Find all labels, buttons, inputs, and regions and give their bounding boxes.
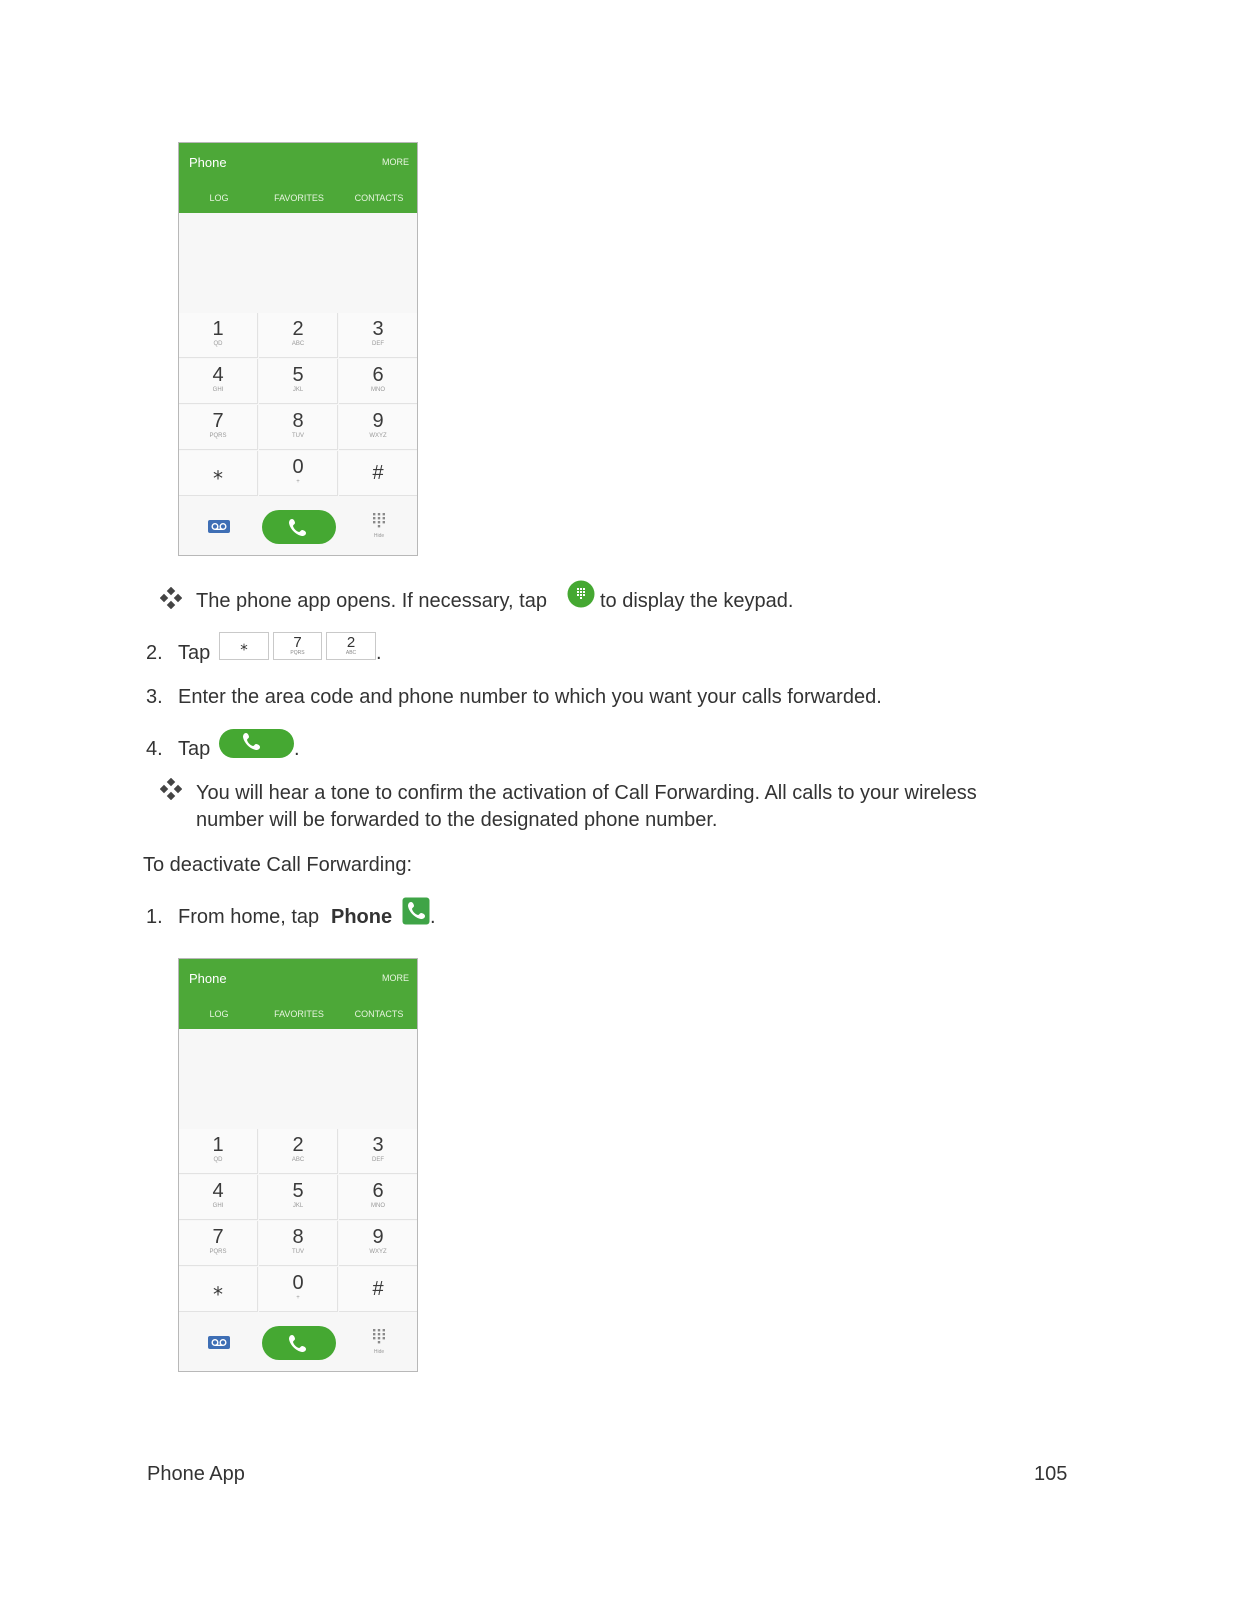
key-letters: MNO — [371, 387, 385, 393]
deactivate-heading: To deactivate Call Forwarding: — [143, 854, 413, 876]
bullet-diamond-icon — [160, 778, 182, 800]
key-digit: 4 — [212, 364, 224, 386]
step4-number: 4. — [146, 738, 163, 760]
voicemail-icon[interactable] — [208, 520, 230, 533]
key-digit: ⁎ — [213, 462, 223, 484]
key-9[interactable] — [339, 1221, 418, 1266]
key-9[interactable] — [339, 405, 418, 450]
tab-contacts[interactable]: CONTACTS — [354, 1009, 404, 1019]
key-letters: JKL — [292, 1203, 304, 1209]
step1-text: From home, tap — [178, 906, 320, 928]
step1-number: 1. — [146, 906, 163, 928]
key-digit: # — [372, 1278, 384, 1300]
key-digit: 7 — [212, 410, 224, 432]
key-3[interactable] — [339, 313, 418, 358]
keypad-button-icon — [567, 580, 595, 608]
key-7[interactable] — [179, 405, 258, 450]
key-4[interactable] — [179, 359, 258, 404]
key-digit: 0 — [292, 456, 304, 478]
key-5[interactable] — [259, 359, 338, 404]
step1-period: . — [430, 906, 436, 928]
key-2[interactable] — [259, 1129, 338, 1174]
key-star[interactable] — [179, 451, 258, 496]
inline-key-2 — [326, 632, 376, 660]
inline-call-button-icon — [219, 729, 294, 758]
key-letters: GHI — [212, 387, 224, 393]
key-letters: PQRS — [290, 650, 305, 656]
phone-action-bar — [179, 498, 417, 556]
tab-favorites[interactable]: FAVORITES — [274, 193, 324, 203]
key-4[interactable] — [179, 1175, 258, 1220]
key-letters: DEF — [372, 341, 384, 347]
tab-contacts[interactable]: CONTACTS — [354, 193, 404, 203]
key-5[interactable] — [259, 1175, 338, 1220]
tab-favorites[interactable]: FAVORITES — [274, 1009, 324, 1019]
tab-log[interactable]: LOG — [209, 1009, 229, 1019]
key-letters: GHI — [212, 1203, 224, 1209]
phone-app-icon — [402, 897, 430, 925]
bullet-diamond-icon — [160, 587, 182, 609]
key-star[interactable] — [179, 1267, 258, 1312]
phone-title: Phone — [189, 971, 227, 986]
key-digit: 2 — [346, 634, 356, 651]
key-letters: WXYZ — [369, 1249, 387, 1255]
key-digit: 9 — [372, 410, 384, 432]
key-letters: JKL — [292, 387, 304, 393]
key-7[interactable] — [179, 1221, 258, 1266]
key-letters: TUV — [292, 433, 304, 439]
voicemail-icon[interactable] — [208, 1336, 230, 1349]
key-8[interactable] — [259, 405, 338, 450]
key-8[interactable] — [259, 1221, 338, 1266]
inline-key-star — [219, 632, 269, 660]
key-digit: 4 — [212, 1180, 224, 1202]
key-digit: 8 — [292, 410, 304, 432]
key-letters: PQRS — [209, 1249, 227, 1255]
step3-text: Enter the area code and phone number to which you want your calls forwarded. — [178, 686, 882, 708]
key-6[interactable] — [339, 1175, 418, 1220]
bullet1-text-start: The phone app opens. If necessary, tap — [196, 590, 547, 612]
call-button[interactable] — [262, 1326, 336, 1360]
key-1[interactable] — [179, 313, 258, 358]
key-digit: 1 — [212, 1134, 224, 1156]
key-digit: 8 — [292, 1226, 304, 1248]
bullet2-line1: You will hear a tone to confirm the activation of Call Forwarding. All calls to your wireless — [196, 782, 977, 804]
phone-handset-icon — [262, 510, 336, 544]
key-letters: WXYZ — [369, 433, 387, 439]
key-digit: 2 — [292, 1134, 304, 1156]
hide-label: Hide — [373, 1349, 385, 1355]
key-letters: + — [296, 1295, 300, 1301]
key-0[interactable] — [259, 1267, 338, 1312]
key-digit: # — [372, 462, 384, 484]
step4-period: . — [294, 738, 300, 760]
phone-screenshot-2 — [178, 958, 418, 1372]
key-letters: ABC — [291, 341, 305, 347]
step3-number: 3. — [146, 686, 163, 708]
tab-log[interactable]: LOG — [209, 193, 229, 203]
keypad-hide-icon[interactable] — [371, 1328, 387, 1358]
key-digit: 2 — [292, 318, 304, 340]
key-digit: 3 — [372, 318, 384, 340]
key-letters: QD — [213, 341, 223, 347]
bullet1-text-end: to display the keypad. — [600, 590, 794, 612]
hide-label: Hide — [373, 533, 385, 539]
more-menu[interactable]: MORE — [382, 973, 409, 983]
phone-header — [179, 143, 417, 213]
footer-section-title: Phone App — [147, 1463, 245, 1485]
more-menu[interactable]: MORE — [382, 157, 409, 167]
key-letters: QD — [213, 1157, 223, 1163]
key-letters: MNO — [371, 1203, 385, 1209]
key-letters: ABC — [291, 1157, 305, 1163]
key-letters: ABC — [345, 650, 357, 656]
step4-text: Tap — [178, 738, 211, 760]
key-digit: ⁎ — [240, 637, 248, 654]
phone-action-bar — [179, 1314, 417, 1372]
key-digit: 5 — [292, 1180, 304, 1202]
key-hash[interactable] — [339, 1267, 418, 1312]
key-digit: 9 — [372, 1226, 384, 1248]
key-letters: DEF — [372, 1157, 384, 1163]
key-1[interactable] — [179, 1129, 258, 1174]
key-digit: 0 — [292, 1272, 304, 1294]
call-button[interactable] — [262, 510, 336, 544]
key-digit: 6 — [372, 364, 384, 386]
key-digit: ⁎ — [213, 1278, 223, 1300]
phone-screenshot-1 — [178, 142, 418, 556]
key-digit: 1 — [212, 318, 224, 340]
step2-text: Tap — [178, 642, 211, 664]
step2-period: . — [376, 642, 382, 664]
phone-header — [179, 959, 417, 1029]
key-3[interactable] — [339, 1129, 418, 1174]
key-letters: TUV — [292, 1249, 304, 1255]
key-hash[interactable] — [339, 451, 418, 496]
key-digit: 5 — [292, 364, 304, 386]
inline-key-7 — [273, 632, 322, 660]
phone-title: Phone — [189, 155, 227, 170]
footer-page-number: 105 — [1034, 1463, 1068, 1485]
key-letters: PQRS — [209, 433, 227, 439]
key-digit: 6 — [372, 1180, 384, 1202]
bullet2-line2: number will be forwarded to the designated phone number. — [196, 809, 718, 831]
key-0[interactable] — [259, 451, 338, 496]
key-2[interactable] — [259, 313, 338, 358]
step2-number: 2. — [146, 642, 163, 664]
keypad-hide-icon[interactable] — [371, 512, 387, 542]
step1-phone-label: Phone — [331, 906, 393, 928]
key-letters: + — [296, 479, 300, 485]
phone-handset-icon — [262, 1326, 336, 1360]
key-digit: 7 — [212, 1226, 224, 1248]
key-digit: 7 — [293, 634, 302, 651]
key-digit: 3 — [372, 1134, 384, 1156]
key-6[interactable] — [339, 359, 418, 404]
